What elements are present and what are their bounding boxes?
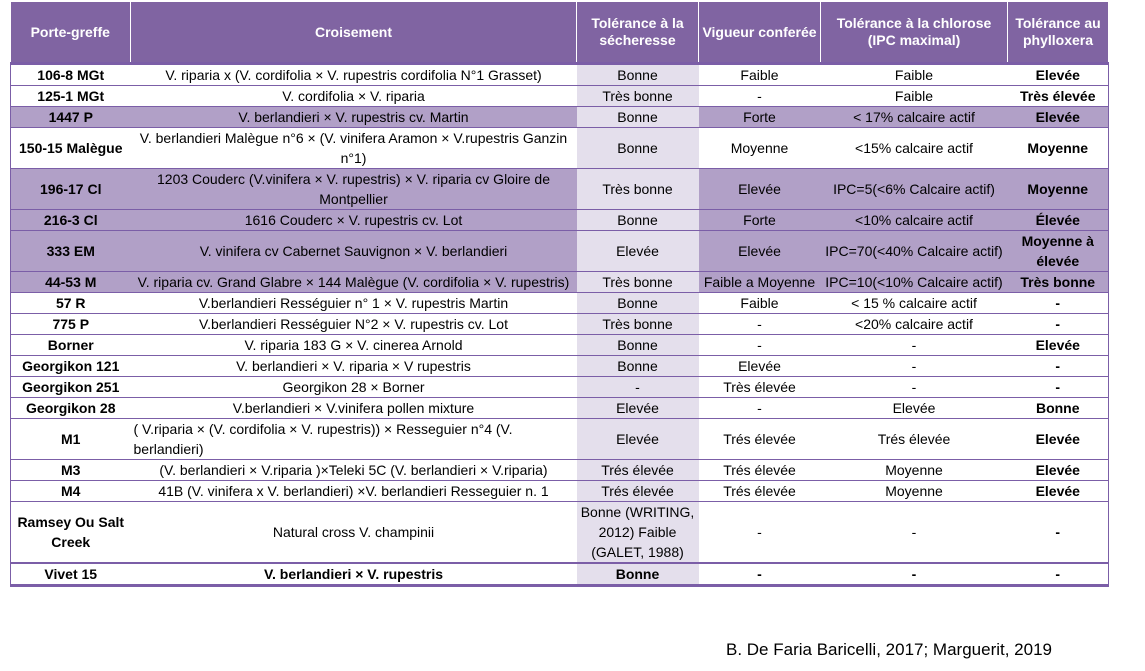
table-row bbox=[11, 107, 1109, 128]
rootstock-cell: 106-8 MGt bbox=[11, 64, 131, 86]
rootstock-cell: Borner bbox=[11, 335, 131, 356]
phylloxera-cell: Elevée bbox=[1008, 460, 1109, 481]
phylloxera-cell: Moyenne bbox=[1008, 128, 1109, 169]
rootstock-cell: 1447 P bbox=[11, 107, 131, 128]
header-rootstock: Porte-greffe bbox=[11, 2, 131, 64]
phylloxera-cell: - bbox=[1008, 377, 1109, 398]
drought-cell: Elevée bbox=[577, 419, 699, 460]
phylloxera-cell: Élevée bbox=[1008, 210, 1109, 231]
drought-cell: Très bonne bbox=[577, 86, 699, 107]
vigour-cell: Elevée bbox=[699, 356, 821, 377]
chlorosis-cell: <10% calcaire actif bbox=[821, 210, 1008, 231]
header-vigour: Vigueur conferée bbox=[699, 2, 821, 64]
chlorosis-cell: Trés élevée bbox=[821, 419, 1008, 460]
cross-cell: V. riparia cv. Grand Glabre × 144 Malègue (V. cordifolia × V. rupestris) bbox=[131, 272, 577, 293]
table-row bbox=[11, 502, 1109, 564]
rootstock-cell: 150-15 Malègue bbox=[11, 128, 131, 169]
rootstock-cell: Vivet 15 bbox=[11, 563, 131, 586]
rootstock-cell: Georgikon 121 bbox=[11, 356, 131, 377]
drought-cell: Bonne bbox=[577, 64, 699, 86]
chlorosis-cell: - bbox=[821, 502, 1008, 564]
rootstock-cell: 216-3 Cl bbox=[11, 210, 131, 231]
rootstock-cell: 57 R bbox=[11, 293, 131, 314]
rootstock-cell: Ramsey Ou Salt Creek bbox=[11, 502, 131, 564]
rootstock-cell: M3 bbox=[11, 460, 131, 481]
table-row bbox=[11, 335, 1109, 356]
vigour-cell: Forte bbox=[699, 210, 821, 231]
chlorosis-cell: <15% calcaire actif bbox=[821, 128, 1008, 169]
drought-cell: Bonne bbox=[577, 335, 699, 356]
vigour-cell: - bbox=[699, 563, 821, 586]
chlorosis-cell: - bbox=[821, 377, 1008, 398]
chlorosis-cell: IPC=70(<40% Calcaire actif) bbox=[821, 231, 1008, 272]
drought-cell: Elevée bbox=[577, 231, 699, 272]
chlorosis-cell: Faible bbox=[821, 64, 1008, 86]
table-header-row bbox=[11, 2, 1109, 64]
cross-cell: V. berlandieri × V. riparia × V rupestris bbox=[131, 356, 577, 377]
vigour-cell: Moyenne bbox=[699, 128, 821, 169]
drought-cell: Très bonne bbox=[577, 272, 699, 293]
vigour-cell: - bbox=[699, 398, 821, 419]
cross-cell: Georgikon 28 × Borner bbox=[131, 377, 577, 398]
vigour-cell: Forte bbox=[699, 107, 821, 128]
chlorosis-cell: IPC=10(<10% Calcaire actif) bbox=[821, 272, 1008, 293]
table-row bbox=[11, 377, 1109, 398]
cross-cell: V. berlandieri × V. rupestris bbox=[131, 563, 577, 586]
drought-cell: Bonne bbox=[577, 356, 699, 377]
rootstock-cell: 125-1 MGt bbox=[11, 86, 131, 107]
chlorosis-cell: Elevée bbox=[821, 398, 1008, 419]
phylloxera-cell: - bbox=[1008, 563, 1109, 586]
table-row bbox=[11, 64, 1109, 86]
phylloxera-cell: Moyenne bbox=[1008, 169, 1109, 210]
table-row bbox=[11, 231, 1109, 272]
chlorosis-cell: - bbox=[821, 356, 1008, 377]
phylloxera-cell: - bbox=[1008, 356, 1109, 377]
drought-cell: Trés élevée bbox=[577, 481, 699, 502]
cross-cell: V. riparia 183 G × V. cinerea Arnold bbox=[131, 335, 577, 356]
vigour-cell: Très élevée bbox=[699, 377, 821, 398]
cross-cell: V.berlandieri × V.vinifera pollen mixture bbox=[131, 398, 577, 419]
rootstock-cell: M4 bbox=[11, 481, 131, 502]
table-row bbox=[11, 460, 1109, 481]
vigour-cell: - bbox=[699, 86, 821, 107]
drought-cell: Bonne bbox=[577, 563, 699, 586]
table-row bbox=[11, 398, 1109, 419]
cross-cell: 1616 Couderc × V. rupestris cv. Lot bbox=[131, 210, 577, 231]
rootstock-cell: Georgikon 28 bbox=[11, 398, 131, 419]
table-row bbox=[11, 356, 1109, 377]
chlorosis-cell: Moyenne bbox=[821, 460, 1008, 481]
phylloxera-cell: - bbox=[1008, 293, 1109, 314]
vigour-cell: Faible bbox=[699, 293, 821, 314]
drought-cell: Bonne bbox=[577, 107, 699, 128]
cross-cell: V.berlandieri Rességuier N°2 × V. rupestris cv. Lot bbox=[131, 314, 577, 335]
chlorosis-cell: - bbox=[821, 563, 1008, 586]
drought-cell: Bonne (WRITING, 2012) Faible (GALET, 1988) bbox=[577, 502, 699, 564]
chlorosis-cell: Moyenne bbox=[821, 481, 1008, 502]
cross-cell: (V. berlandieri × V.riparia )×Teleki 5C (V. berlandieri × V.riparia) bbox=[131, 460, 577, 481]
table-row bbox=[11, 210, 1109, 231]
header-cross: Croisement bbox=[131, 2, 577, 64]
header-drought: Tolérance à la sécheresse bbox=[577, 2, 699, 64]
vigour-cell: - bbox=[699, 502, 821, 564]
table-row bbox=[11, 272, 1109, 293]
chlorosis-cell: IPC=5(<6% Calcaire actif) bbox=[821, 169, 1008, 210]
phylloxera-cell: - bbox=[1008, 314, 1109, 335]
rootstock-cell: Georgikon 251 bbox=[11, 377, 131, 398]
table-row bbox=[11, 563, 1109, 586]
vigour-cell: - bbox=[699, 335, 821, 356]
phylloxera-cell: Elevée bbox=[1008, 64, 1109, 86]
cross-cell: Natural cross V. champinii bbox=[131, 502, 577, 564]
cross-cell: V. berlandieri × V. rupestris cv. Martin bbox=[131, 107, 577, 128]
table-row bbox=[11, 86, 1109, 107]
rootstock-cell: 196-17 Cl bbox=[11, 169, 131, 210]
phylloxera-cell: Bonne bbox=[1008, 398, 1109, 419]
cross-cell: V. vinifera cv Cabernet Sauvignon × V. berlandieri bbox=[131, 231, 577, 272]
vigour-cell: Elevée bbox=[699, 169, 821, 210]
source-citation: B. De Faria Baricelli, 2017; Marguerit, 2019 bbox=[726, 640, 1052, 659]
table-row bbox=[11, 293, 1109, 314]
cross-cell: V. riparia x (V. cordifolia × V. rupestris cordifolia N°1 Grasset) bbox=[131, 64, 577, 86]
table-row bbox=[11, 169, 1109, 210]
drought-cell: Trés élevée bbox=[577, 460, 699, 481]
drought-cell: - bbox=[577, 377, 699, 398]
cross-cell: V. cordifolia × V. riparia bbox=[131, 86, 577, 107]
vigour-cell: Faible bbox=[699, 64, 821, 86]
header-chlorosis: Tolérance à la chlorose (IPC maximal) bbox=[821, 2, 1008, 64]
rootstock-table bbox=[10, 2, 1109, 587]
header-phylloxera: Tolérance au phylloxera bbox=[1008, 2, 1109, 64]
drought-cell: Très bonne bbox=[577, 314, 699, 335]
phylloxera-cell: Elevée bbox=[1008, 107, 1109, 128]
chlorosis-cell: < 15 % calcaire actif bbox=[821, 293, 1008, 314]
rootstock-cell: M1 bbox=[11, 419, 131, 460]
drought-cell: Elevée bbox=[577, 398, 699, 419]
drought-cell: Bonne bbox=[577, 210, 699, 231]
phylloxera-cell: Très élevée bbox=[1008, 86, 1109, 107]
vigour-cell: Faible a Moyenne bbox=[699, 272, 821, 293]
chlorosis-cell: Faible bbox=[821, 86, 1008, 107]
cross-cell: ( V.riparia × (V. cordifolia × V. rupestris)) × Resseguier n°4 (V. berlandieri) bbox=[131, 419, 577, 460]
table-row bbox=[11, 314, 1109, 335]
phylloxera-cell: Elevée bbox=[1008, 335, 1109, 356]
phylloxera-cell: Elevée bbox=[1008, 419, 1109, 460]
phylloxera-cell: Très bonne bbox=[1008, 272, 1109, 293]
cross-cell: V.berlandieri Rességuier n° 1 × V. rupestris Martin bbox=[131, 293, 577, 314]
chlorosis-cell: - bbox=[821, 335, 1008, 356]
table-row bbox=[11, 419, 1109, 460]
chlorosis-cell: < 17% calcaire actif bbox=[821, 107, 1008, 128]
rootstock-cell: 44-53 M bbox=[11, 272, 131, 293]
phylloxera-cell: - bbox=[1008, 502, 1109, 564]
phylloxera-cell: Elevée bbox=[1008, 481, 1109, 502]
chlorosis-cell: <20% calcaire actif bbox=[821, 314, 1008, 335]
drought-cell: Bonne bbox=[577, 128, 699, 169]
vigour-cell: - bbox=[699, 314, 821, 335]
cross-cell: 41B (V. vinifera x V. berlandieri) ×V. berlandieri Resseguier n. 1 bbox=[131, 481, 577, 502]
table-row bbox=[11, 481, 1109, 502]
cross-cell: V. berlandieri Malègue n°6 × (V. vinifera Aramon × V.rupestris Ganzin n°1) bbox=[131, 128, 577, 169]
cross-cell: 1203 Couderc (V.vinifera × V. rupestris) × V. riparia cv Gloire de Montpellier bbox=[131, 169, 577, 210]
table-row bbox=[11, 128, 1109, 169]
vigour-cell: Trés élevée bbox=[699, 460, 821, 481]
drought-cell: Bonne bbox=[577, 293, 699, 314]
vigour-cell: Trés élevée bbox=[699, 481, 821, 502]
vigour-cell: Trés élevée bbox=[699, 419, 821, 460]
phylloxera-cell: Moyenne à élevée bbox=[1008, 231, 1109, 272]
vigour-cell: Elevée bbox=[699, 231, 821, 272]
rootstock-cell: 775 P bbox=[11, 314, 131, 335]
rootstock-cell: 333 EM bbox=[11, 231, 131, 272]
drought-cell: Très bonne bbox=[577, 169, 699, 210]
